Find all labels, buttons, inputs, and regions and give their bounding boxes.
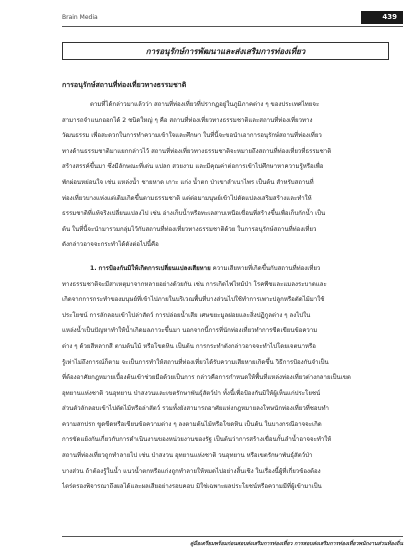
text-line: ท่องเที่ยวบางแห่งแต่เดิมเกิดขึ้นตามธรรมชาติ แต่ต่อมามนุษย์เข้าไปดัดแปลงเสริมสร้างและทำให้ — [62, 194, 312, 202]
numbered-item-1 — [62, 261, 389, 495]
text-line: สามารถจำแนกออกได้ 2 ชนิดใหญ่ ๆ คือ สถานที่ท่องเที่ยวทางธรรมชาติและสถานที่ท่องเที่ยวทาง — [62, 116, 313, 124]
text-line: อุทยานแห่งชาติ วนอุทยาน ป่าสงวนและเขตรักษาพันธุ์สัตว์ป่า ทั้งนี้เพื่อป้องกันมิให้ผู้เห็นแก่ประโยชน์ — [62, 389, 321, 397]
chapter-title-box — [62, 42, 389, 60]
header-divider — [62, 26, 403, 27]
text-line: ต่าง ๆ ด้วยสีหลากสี ตามต้นไม้ หรือโขดหิน เป็นต้น การกระทำดังกล่าวอาจจะทำไปโดยเจตนาหรือ — [62, 342, 316, 350]
section-heading: การอนุรักษ์สถานที่ท่องเที่ยวทางธรรมชาติ — [62, 81, 187, 89]
text-line: ความสกปรก ขูดขีดหรือเขียนข้อความต่าง ๆ ลงตามต้นไม้หรือโขดหิน เป็นต้น ในบางกรณีอาจจะเกิด — [62, 420, 322, 428]
text-line: ที่ต้องอาศัยกฎหมายเบื้องต้นเข้าช่วยมือด้วยเป็นการ กล่าวคือการกำหนดให้พื้นที่แหล่งท่องเที่ยวต่างกลายเป็นเขต — [62, 374, 351, 382]
text-line: ตามที่ได้กล่าวมาแล้วว่า สถานที่ท่องเที่ยวที่ปรากฏอยู่ในภูมิภาคต่าง ๆ ของประเทศไทยจะ — [90, 101, 320, 108]
text-line: ไตร่ตรองพิจารณาถึงผลได้และผลเสียอย่างรอบคอบ มิใช่เฉพาะผลประโยชน์หรือความมีที่ผู้เข้ามาเป็น — [62, 483, 322, 491]
running-header-title: Brain Media — [62, 14, 98, 21]
body-text — [62, 97, 389, 495]
item-lead-rest: ความเสียหายที่เกิดขึ้นกับสถานที่ท่องเที่ยว — [210, 264, 321, 272]
text-line: พักผ่อนหย่อนใจ เช่น แหล่งน้ำ ชายหาด เกาะ แก่ง น้ำตก ป่าเขาลำเนาไพร เป็นต้น สำหรับสถานที่ — [62, 178, 314, 186]
text-line: สร้างสรรค์ขึ้นมา ซึ่งมีลักษณะที่เด่น แปลก สวยงาม และมีคุณค่าต่อการเข้าไปศึกษาหาความรู้หรือเพื่อ — [62, 163, 324, 171]
text-line: แหล่งน้ำเป็นปัญหาทำให้น้ำเกิดมลภาวะขึ้นมา นอกจากนี้การที่นักท่องเที่ยวทำการขีดเขียนข้อความ — [62, 327, 318, 335]
text-line: ธรรมชาติที่แท้จริงเปลี่ยนแปลงไป เช่น อ่างเก็บน้ำหรือทะเลสาบเหนือเขื่อนที่สร้างขึ้นเพื่อเก็บกักน้ำ เป็น — [62, 210, 326, 218]
running-footer: คู่มือเตรียมพร้อมก่อนสอบส่งเสริมการท่องเที่ยว การสอบส่งเสริมการท่องเที่ยวพนักงานส่วนท้องถิ่น — [189, 541, 403, 547]
text-line: สถานที่ท่องเที่ยวถูกทำลายไป เช่น ป่าสงวน อุทยานแห่งชาติ วนอุทยาน หรือเขตรักษาพันธุ์สัตว์ป่า — [62, 452, 313, 460]
text-line: การขัดแย้งกันเกี่ยวกับการดำเนินงานของหน่วยงานของรัฐ เป็นต้นว่าการสร้างเขื่อนกั้นลำน้ำอาจจะทำให้ — [62, 436, 332, 444]
page-number-badge: 439 — [361, 11, 403, 24]
text-line: ต้น ในที่นี้จะนำมารวมกลุ่มไว้กับสถานที่ท่องเที่ยวทางธรรมชาติด้วย ในการอนุรักษ์สถานที่ท่องเที่ยว — [62, 225, 317, 233]
text-line: ส่วนตัวลักลอบเข้าไปตัดไม้หรือล่าสัตว์ รวมทั้งยังสามารถอาศัยแห่งกฎหมายลงโทษนักท่องเที่ยวที่ชอบทำ — [62, 405, 329, 413]
item-bold-lead: การป้องกันมิให้เกิดการเปลี่ยนแปลงเสียหาย — [98, 264, 211, 272]
text-line: ทางธรรมชาติจะมีสาเหตุมาจากหลายอย่างด้วยกัน เช่น การเกิดไฟไหม้ป่า โรคพืชและแมลงระบาดและ — [62, 280, 327, 288]
item-number: 1. — [90, 264, 97, 272]
text-line: ทางด้านธรรมชาติมาแยกกล่าวไว้ สถานที่ท่องเที่ยวทางธรรมชาติจะหมายถึงสถานที่ท่องเที่ยวที่ธรรมชาติ — [62, 147, 332, 155]
text-line: เกิดจากการกระทำของมนุษย์ที่เข้าไปภายในบริเวณพื้นที่บางส่วนไปใช้ทำการเพาะปลูกหรือตัดไม้มาใช้ — [62, 296, 325, 304]
text-line: ประโยชน์ การลักลอบเข้าไปล่าสัตว์ การปล่อยน้ำเสีย เศษขยะมูลฝอยและสิ่งปฏิกูลต่าง ๆ ลงไปใน — [62, 311, 311, 319]
chapter-title: การอนุรักษ์การพัฒนาและส่งเสริมการท่องเที่ยว — [145, 46, 306, 56]
text-line: ดังกล่าวอาจจะกระทำได้ดังต่อไปนี้คือ — [62, 241, 159, 249]
footer-divider — [62, 536, 403, 537]
text-line: บางส่วน ถ้าต้องรู้ในน้ำ แนวน้ำตกหรือแก่งถูกทำลายให้หมดไปอย่างสิ้นเชิง ในเรื่องนี้ผู้ที่เกี่ยวข้องต้อง — [62, 467, 321, 475]
item-first-line — [62, 261, 389, 277]
text-line: รู้เท่าไม่ถึงการณ์ก็ตาม จะเป็นการทำให้สถานที่ท่องเที่ยวได้รับความเสียหายเกิดขึ้น วิธีการป้องกันจำเป็น — [62, 358, 329, 366]
paragraph-1 — [62, 97, 389, 253]
text-line: วัฒนธรรม เพื่อสะดวกในการทำความเข้าใจและศึกษา ในที่นี้จะขอนำเอาการอนุรักษ์สถานที่ท่องเที่ยว — [62, 132, 322, 140]
